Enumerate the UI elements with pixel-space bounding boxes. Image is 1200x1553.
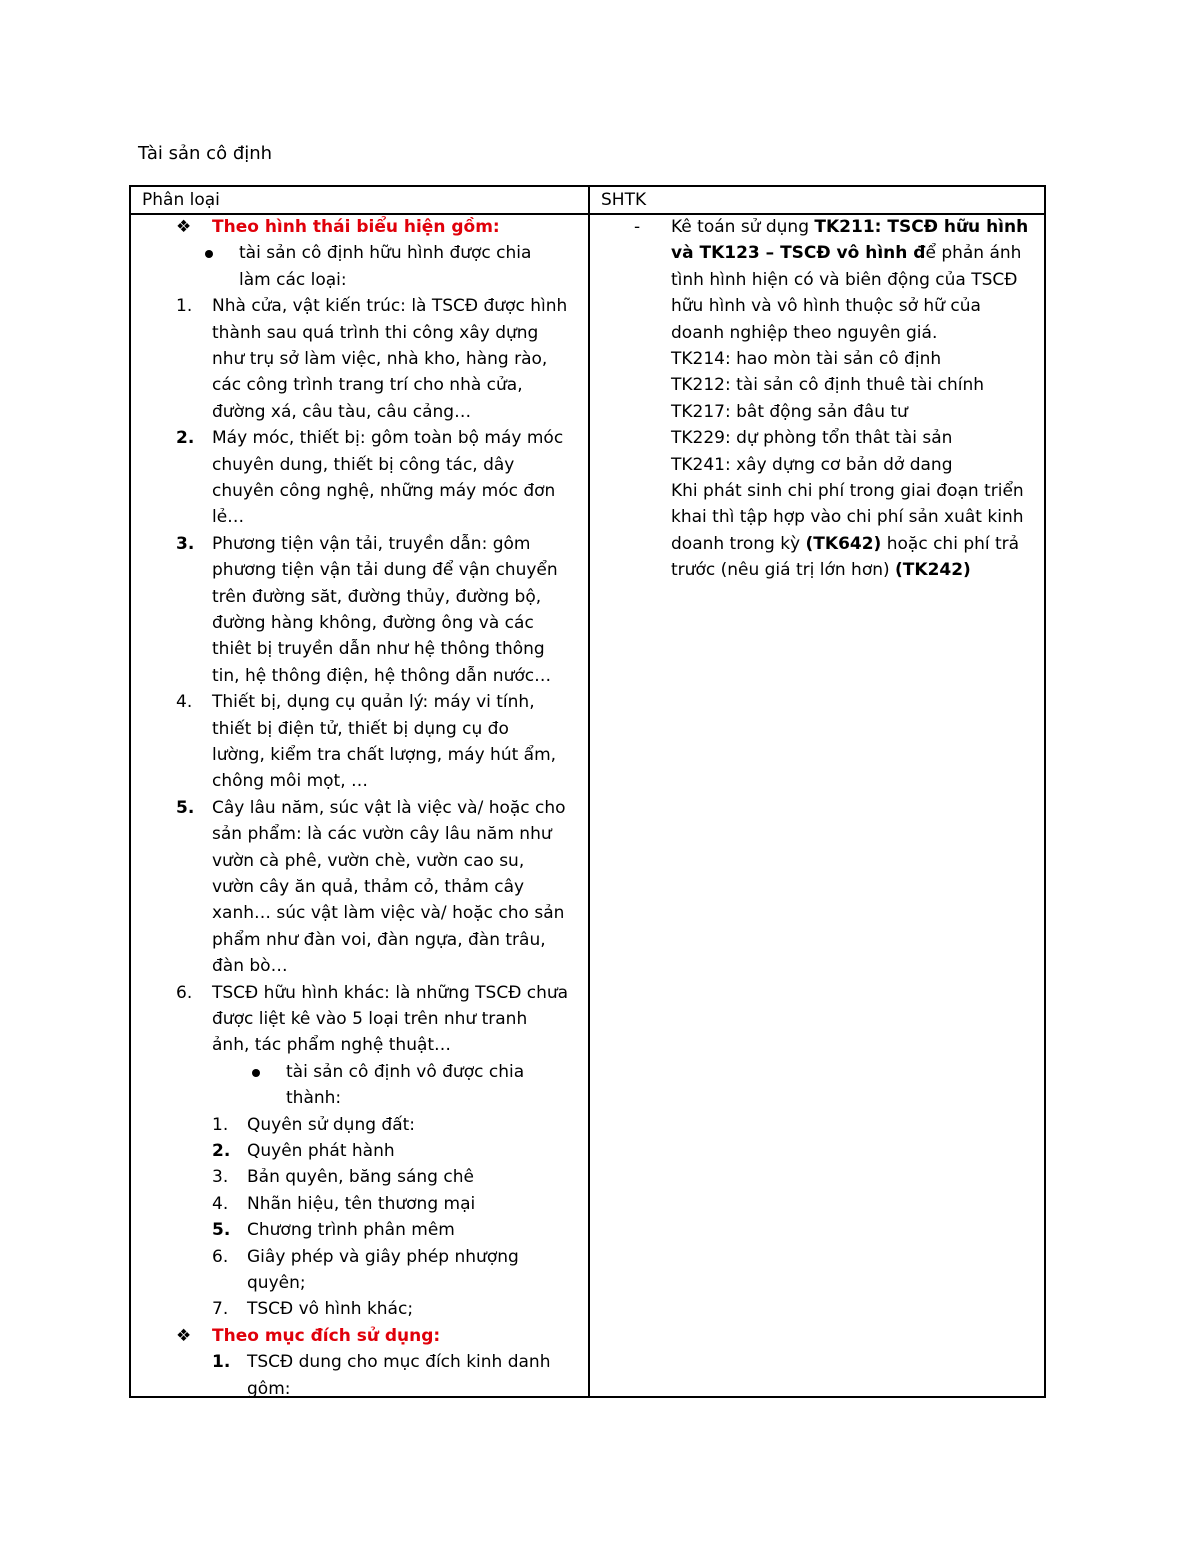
list-number: 1. [212,1352,231,1373]
account-entry: TK214: hao mòn tài sản cô định [671,349,942,369]
list-item-text: Quyên phát hành [247,1141,395,1161]
cost-paragraph-line [671,533,1019,555]
list-item-text: các công trình trang trí cho nhà cửa, [212,375,523,396]
account-paragraph-line [671,242,1021,264]
list-number: 1. [176,296,193,317]
list-number: 4. [212,1193,229,1214]
list-item-text: Phương tiện vận tải, truyền dẫn: gôm [212,533,531,554]
list-item-text: TSCĐ vô hình khác; [247,1299,414,1320]
text-run: (TK242) [895,560,971,581]
cost-paragraph-line: Khi phát sinh chi phí trong giai đoạn triển [671,481,1024,501]
list-item-text: vườn cà phê, vườn chè, vườn cao su, [212,850,525,871]
account-tk211: TK211: TSCĐ hữu hình [814,217,1029,237]
cost-paragraph-line: khai thì tập hợp vào chi phí sản xuât kinh [671,507,1024,528]
list-item-text: sản phẩm: là các vườn cây lâu năm như [212,824,552,845]
list-item-text: thiêt bị truyền dẫn như hệ thông thông [212,639,545,660]
list-item-text: Chương trình phân mêm [247,1220,455,1241]
account-paragraph-line: hữu hình và vô hình thuộc sở hữ của [671,296,981,317]
text-run: doanh trong kỳ [671,533,806,554]
account-entry: TK217: bât động sản đâu tư [671,401,908,422]
list-item-text: Cây lâu năm, súc vật là việc và/ hoặc cho [212,797,566,818]
diamond-bullet-icon: ❖ [176,217,192,237]
account-entry: TK229: dự phòng tổn thât tài sản [671,428,953,449]
section-heading-purpose: Theo mục đích sử dụng: [212,1325,441,1346]
cost-paragraph-line [671,559,971,581]
list-item-text: như trụ sở làm việc, nhà kho, hàng rào, [212,349,548,369]
list-item-text: thành sau quá trình thi công xây dựng [212,322,539,343]
list-item-text: thiết bị điện tử, thiết bị dụng cụ đo [212,718,509,739]
list-number: 5. [212,1220,231,1241]
list-item-text: được liệt kê vào 5 loại trên như tranh [212,1009,528,1029]
list-item-text: đàn bò… [212,956,288,977]
list-number: 2. [176,428,195,449]
round-bullet-icon [252,1069,260,1077]
list-item-text: vườn cây ăn quả, thảm cỏ, thảm cây [212,877,525,897]
list-item-text: TSCĐ hữu hình khác: là những TSCĐ chưa [212,982,569,1003]
list-item-text: chuyên công nghệ, những máy móc đơn [212,481,556,501]
account-paragraph-line [671,216,1028,238]
list-number: 3. [176,533,195,554]
list-item-text: gôm: [247,1378,291,1399]
list-number: 5. [176,797,195,818]
list-item-text: Nhãn hiệu, tên thương mại [247,1193,476,1214]
list-item-text: ảnh, tác phẩm nghệ thuật… [212,1035,452,1056]
bullet-text-tangible: làm các loại: [239,269,347,290]
dash-bullet: - [634,217,641,237]
list-item-text: Giây phép và giây phép nhượng [247,1246,519,1267]
bullet-text-intangible: tài sản cô định vô được chia [286,1061,525,1082]
list-item-text: xanh… súc vật làm việc và/ hoặc cho sản [212,903,565,924]
text-run: Kê toán sử dụng [671,217,815,237]
list-number: 3. [212,1167,229,1188]
list-item-text: đường xá, câu tàu, câu cảng… [212,401,472,422]
account-entry: TK212: tài sản cô định thuê tài chính [671,375,985,396]
list-item-text: trên đường săt, đường thủy, đường bộ, [212,586,542,607]
list-number: 6. [176,982,193,1003]
list-item-text: Nhà cửa, vật kiến trúc: là TSCĐ được hình [212,296,568,317]
text-run: hoặc chi phí trả [881,533,1020,554]
list-item-text: Quyên sử dụng đất: [247,1114,416,1135]
bullet-text-tangible: tài sản cô định hữu hình được chia [239,243,532,264]
list-item-text: đường hàng không, đường ông và các [212,613,534,633]
list-number: 7. [212,1299,229,1320]
list-item-text: Thiết bị, dụng cụ quản lý: máy vi tính, [212,692,535,713]
list-number: 4. [176,692,193,713]
list-item-text: lẻ… [212,507,245,528]
header-account-number: SHTK [601,190,647,210]
header-classification: Phân loại [142,190,220,210]
text-run: trước (nêu giá trị lớn hơn) [671,560,896,581]
list-number: 2. [212,1141,231,1161]
list-item-text: Máy móc, thiết bị: gôm toàn bộ máy móc [212,428,564,449]
account-entry: TK241: xây dựng cơ bản dở dang [671,454,953,475]
bullet-text-intangible: thành: [286,1088,342,1109]
section-heading-form: Theo hình thái biểu hiện gồm: [212,217,500,237]
text-run: ể phản ánh [925,243,1022,264]
list-item-text: phương tiện vận tải dung để vận chuyển [212,560,558,581]
list-item-text: tin, hệ thông điện, hệ thông dẫn nước… [212,665,552,686]
account-paragraph-line: tình hình hiện có và biên động của TSCĐ [671,269,1018,290]
list-item-text: phẩm như đàn voi, đàn ngựa, đàn trâu, [212,929,546,950]
list-number: 6. [212,1246,229,1267]
list-item-text: quyên; [247,1273,306,1293]
text-run: (TK642) [805,533,882,554]
list-item-text: Bản quyên, băng sáng chê [247,1167,474,1188]
list-item-text: chông môi mọt, … [212,771,369,792]
list-item-text: lường, kiểm tra chất lượng, máy hút ẩm, [212,745,557,765]
list-number: 1. [212,1114,229,1135]
list-item-text: TSCĐ dung cho mục đích kinh danh [247,1352,551,1373]
account-paragraph-line: doanh nghiệp theo nguyên giá. [671,322,938,343]
diamond-bullet-icon: ❖ [176,1325,192,1346]
list-item-text: chuyên dung, thiết bị công tác, dây [212,454,515,475]
account-tk123: và TK123 – TSCĐ vô hình đ [671,243,926,264]
column-divider [588,187,590,1396]
header-divider [131,213,1044,215]
document-title: Tài sản cô định [138,143,273,164]
